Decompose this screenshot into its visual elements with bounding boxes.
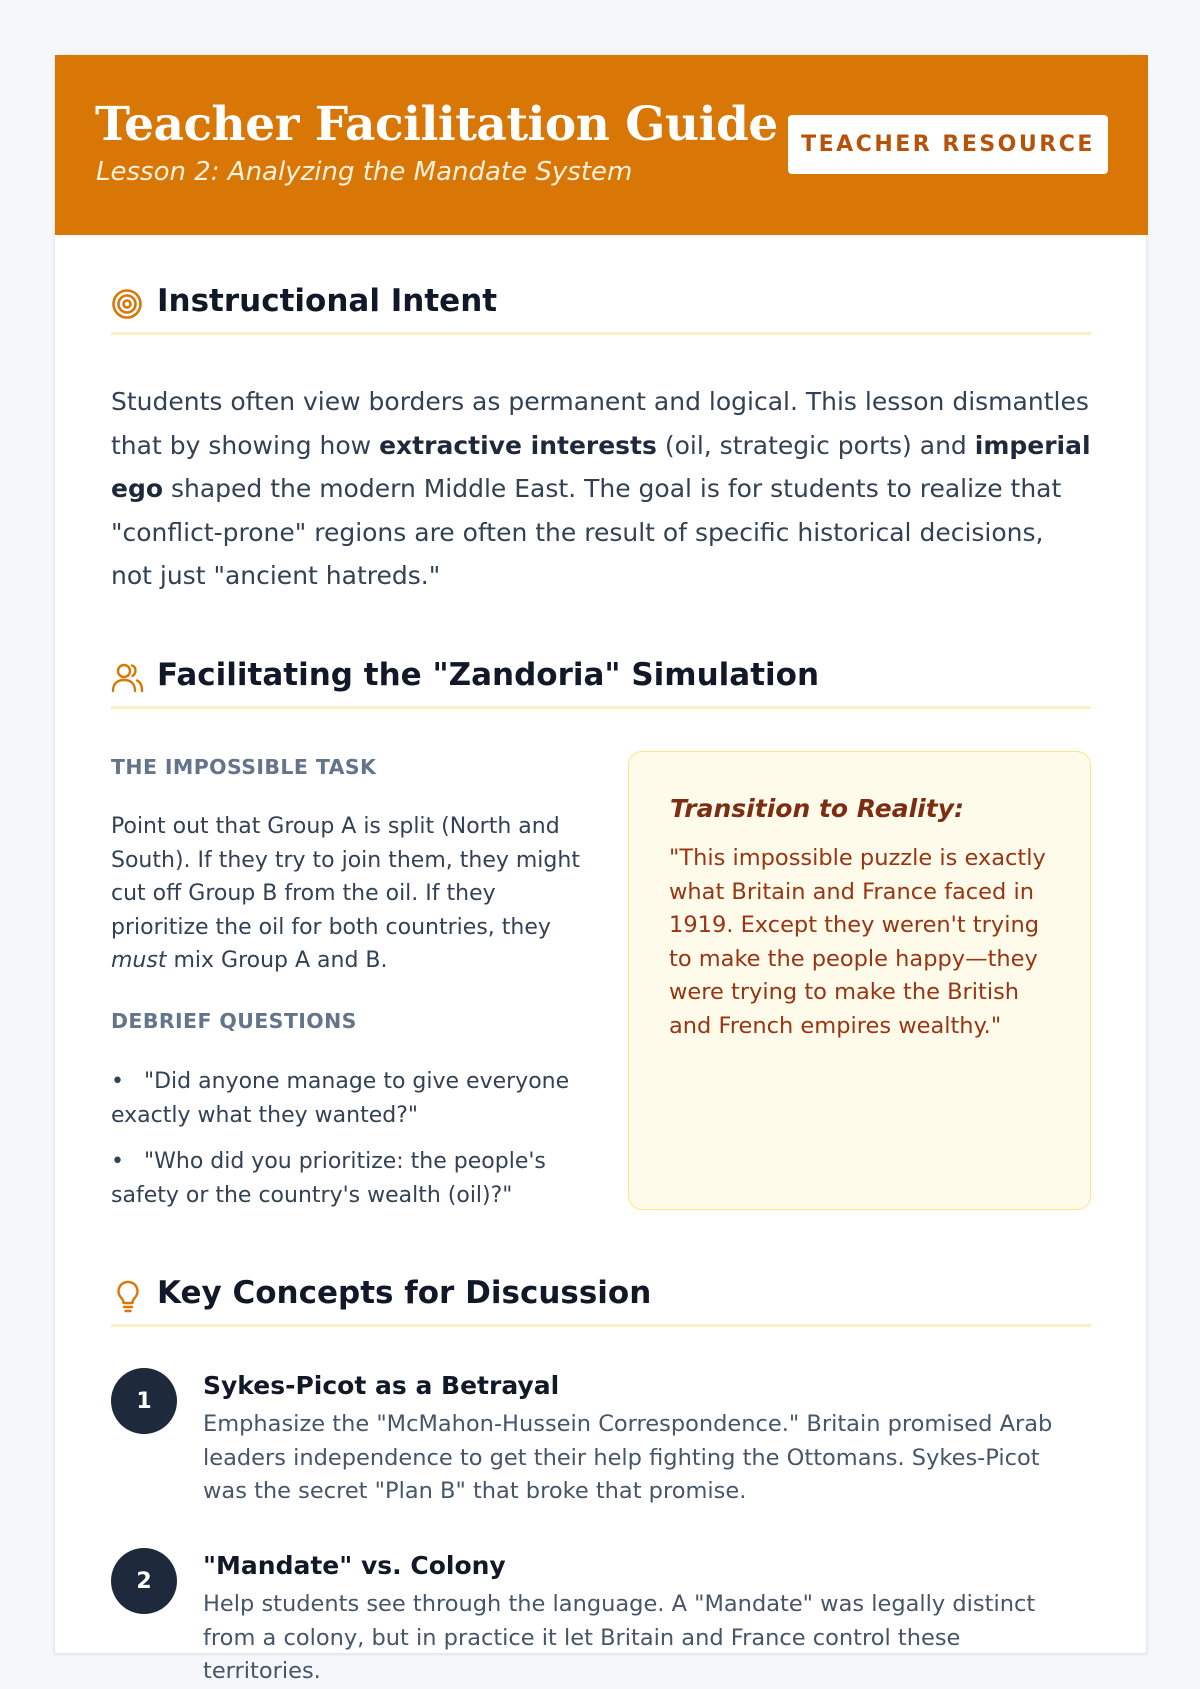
section-title-concepts: Key Concepts for Discussion: [157, 1275, 652, 1311]
concept-title: Sykes-Picot as a Betrayal: [203, 1371, 560, 1400]
debrief-question: "Did anyone manage to give everyone exactly what they wanted?": [111, 1069, 570, 1128]
debrief-questions-label: DEBRIEF QUESTIONS: [111, 1009, 357, 1033]
teacher-resource-badge: TEACHER RESOURCE: [788, 115, 1108, 174]
intent-bold-2: imperial ego: [111, 430, 1091, 503]
intent-paragraph: [111, 380, 1091, 598]
intent-text-1: Students often view borders as permanent and logical. This lesson dismantles that by showing how: [111, 387, 1089, 460]
impossible-task-text: [111, 810, 581, 978]
task-text-1: Point out that Group A is split (North and South). If they try to join them, they might cut off Group B from the oil. If they prioritize the oil for both countries, they: [111, 814, 580, 940]
section-header-simulation: [111, 657, 1091, 709]
guide-card: [54, 54, 1147, 1684]
concept-number: 2: [111, 1548, 177, 1614]
lesson-subtitle: Lesson 2: Analyzing the Mandate System: [96, 157, 633, 187]
task-emphasis: must: [111, 948, 167, 973]
transition-callout: [628, 751, 1091, 1210]
impossible-task-label: THE IMPOSSIBLE TASK: [111, 755, 377, 779]
callout-quote: "This impossible puzzle is exactly what Britain and France faced in 1919. Except they weren't trying to make the people happy—they were trying to make the British and French empires wealthy.": [669, 845, 1046, 1039]
page-title: Teacher Facilitation Guide: [95, 97, 778, 152]
section-title-intent: Instructional Intent: [157, 283, 498, 319]
list-item: [111, 1145, 581, 1212]
bullet: •: [111, 1149, 124, 1174]
concept-title: "Mandate" vs. Colony: [203, 1551, 506, 1580]
target-icon: [111, 287, 145, 321]
debrief-question-list: [111, 1065, 581, 1225]
concept-description: Emphasize the "McMahon-Hussein Correspondence." Britain promised Arab leaders independence to get their help fighting the Ottomans. Sykes-Picot was the secret "Plan B" that broke that promise.: [203, 1411, 1053, 1504]
guide-header: [55, 55, 1148, 235]
callout-title: Transition to Reality:: [670, 794, 964, 823]
bullet: •: [111, 1069, 124, 1094]
users-icon: [111, 661, 145, 695]
intent-bold-1: extractive interests: [379, 430, 657, 460]
list-item: [111, 1065, 581, 1132]
intent-text-3: shaped the modern Middle East. The goal is for students to realize that "conflict-prone" regions are often the result of specific historical decisions, not just "ancient hatreds.": [111, 474, 1062, 590]
intent-text-2: (oil, strategic ports) and: [656, 430, 975, 460]
debrief-question: "Who did you prioritize: the people's safety or the country's wealth (oil)?": [111, 1149, 546, 1208]
lightbulb-icon: [111, 1279, 145, 1313]
section-title-simulation: Facilitating the "Zandoria" Simulation: [157, 657, 820, 693]
concept-description: Help students see through the language. A "Mandate" was legally distinct from a colony, but in practice it let Britain and France control these territories.: [203, 1591, 1036, 1684]
task-text-2: mix Group A and B.: [166, 948, 388, 973]
concept-number: 1: [111, 1368, 177, 1434]
section-header-concepts: [111, 1275, 1091, 1327]
section-header-intent: [111, 283, 1091, 335]
